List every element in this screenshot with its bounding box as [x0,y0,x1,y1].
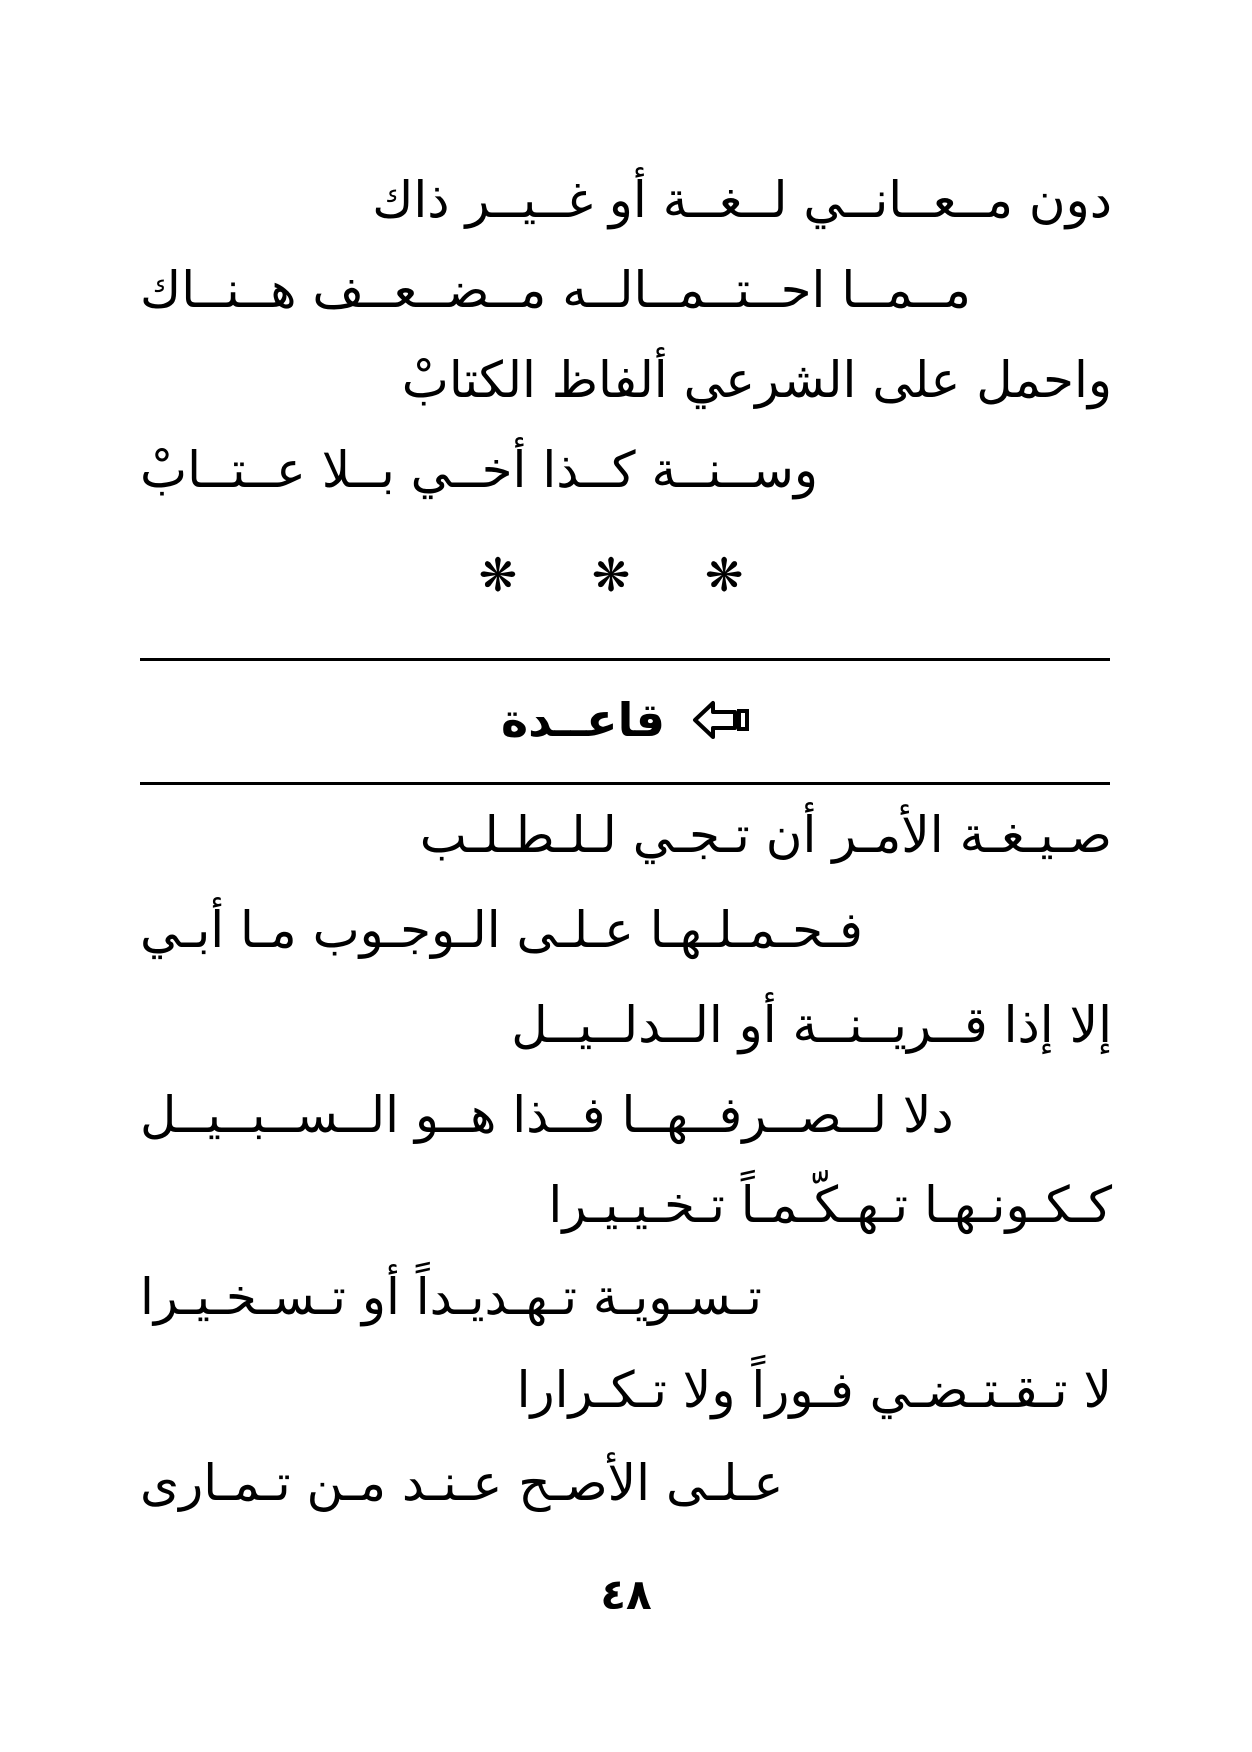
verse-line: إلا إذا قــريــنــة أو الــدلــيــل [511,996,1112,1054]
verse-line: عـلـى الأصـح عـنـد مـن تـمـارى [140,1454,784,1512]
page-number: ٤٨ [600,1570,652,1619]
verse-line: صـيـغـة الأمـر أن تـجـي لـلـطـلـب [419,806,1112,864]
verse-line: وســنــة كــذا أخــي بــلا عــتــابْ [140,441,818,499]
section-title: قاعــدة [501,693,665,747]
pointing-hand-icon [691,697,751,743]
bottom-rule [140,782,1110,785]
verse-line: واحمل على الشرعي ألفاظ الكتابْ [401,351,1112,409]
verse-line: مــمــا احــتــمــالــه مــضــعــف هــنــاك [140,261,971,319]
star-separator: ❋ ❋ ❋ [478,548,774,602]
verse-line: دون مــعــانــي لــغــة أو غــيــر ذاك [372,171,1112,229]
verse-line: تـسـويـة تـهـديـداً أو تـسـخـيـرا [140,1268,762,1326]
section-heading [0,680,1252,760]
top-rule [140,658,1110,661]
verse-line: دلا لــصــرفــهــا فــذا هــو الــســبــيــل [140,1086,954,1144]
verse-line: فـحـمـلـهـا عـلـى الـوجـوب مـا أبـي [140,901,863,959]
verse-line: لا تـقـتـضـي فـوراً ولا تـكـرارا [516,1361,1112,1419]
verse-line: كـكـونـهـا تـهـكّـمـاً تـخـيـيـرا [548,1176,1112,1234]
